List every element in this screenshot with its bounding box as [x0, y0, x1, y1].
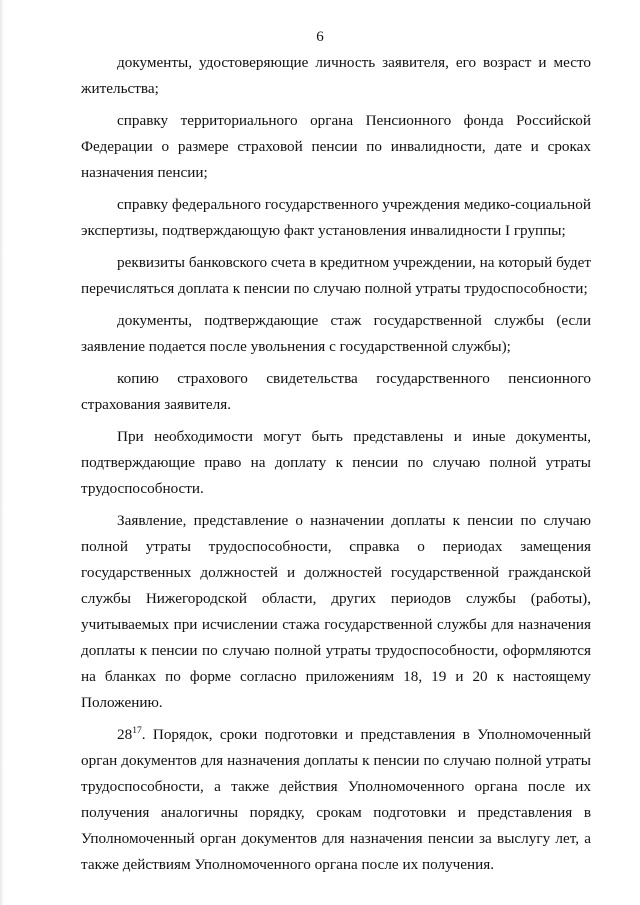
paragraph-other-documents: При необходимости могут быть представлены и иные документы, подтверждающие право на доплату к пенсии по случаю полной утраты трудоспособности.	[81, 428, 591, 497]
clause-number: 28	[117, 726, 133, 743]
paragraph-forms-annexes: Заявление, представление о назначении доплаты к пенсии по случаю полной утраты трудоспособности, справка о периодах замещения государственных должностей и должностей государственной гражданской службы Нижегородской области, других периодов службы (работы), учитываемых при исчислении стажа государственной службы для назначения доплаты к пенсии по случаю полной утраты трудоспособности, оформляются на бланках по форме согласно приложениям 18, 19 и 20 к настоящему Положению.	[81, 512, 591, 711]
document-body	[81, 50, 591, 878]
paragraph-bank-details: реквизиты банковского счета в кредитном учреждении, на который будет перечисляться доплата к пенсии по случаю полной утраты трудоспособности;	[81, 254, 591, 297]
scan-edge	[0, 0, 4, 905]
paragraph-clause-28-17	[81, 722, 591, 878]
paragraph-service-record-documents: документы, подтверждающие стаж государственной службы (если заявление подается после увольнения с государственной службы);	[81, 312, 591, 355]
paragraph-pension-fund-certificate: справку территориального органа Пенсионного фонда Российской Федерации о размере страховой пенсии по инвалидности, дате и сроках назначения пенсии;	[81, 112, 591, 181]
paragraph-insurance-certificate-copy: копию страхового свидетельства государственного пенсионного страхования заявителя.	[81, 370, 591, 413]
page-number: 6	[316, 29, 324, 45]
paragraph-identity-documents: документы, удостоверяющие личность заявителя, его возраст и место жительства;	[81, 54, 591, 97]
clause-text: . Порядок, сроки подготовки и представления в Уполномоченный орган документов для назначения доплаты к пенсии по случаю полной утраты трудоспособности, а также действия Уполномоченного органа после их получения аналогичны порядку, срокам подготовки и представления в Уполномоченный орган документов для назначения пенсии за выслугу лет, а также действиям Уполномоченного органа после их получения.	[81, 726, 591, 873]
clause-superscript: 17	[132, 726, 142, 736]
paragraph-disability-certificate: справку федерального государственного учреждения медико-социальной экспертизы, подтверждающую факт установления инвалидности I группы;	[81, 196, 591, 239]
